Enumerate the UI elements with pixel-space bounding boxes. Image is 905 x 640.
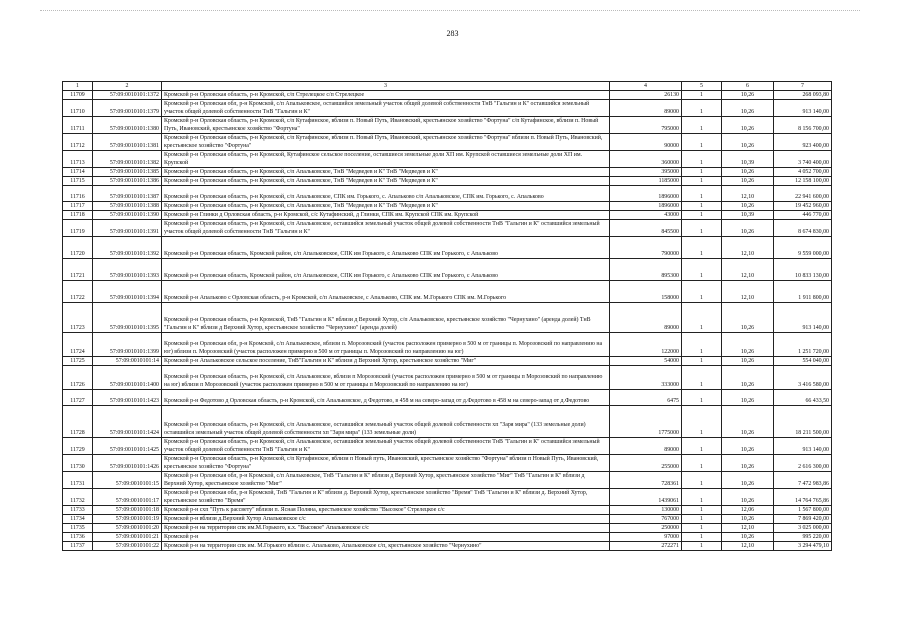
amount-value: 8 156 700,00 <box>774 117 832 134</box>
count-value: 1 <box>682 100 722 117</box>
rate-value: 10,39 <box>722 151 774 168</box>
amount-value: 913 140,00 <box>774 100 832 117</box>
row-number: 11711 <box>63 117 93 134</box>
rate-value: 10,26 <box>722 168 774 177</box>
row-number: 11713 <box>63 151 93 168</box>
table-row <box>63 211 832 220</box>
area-value: 1775000 <box>610 406 682 438</box>
table-row <box>63 366 832 390</box>
table-row <box>63 472 832 489</box>
amount-value: 913 140,00 <box>774 438 832 455</box>
rate-value: 10,26 <box>722 333 774 357</box>
table-row <box>63 237 832 259</box>
count-value: 1 <box>682 524 722 533</box>
row-number: 11733 <box>63 506 93 515</box>
location-description: Кромской р-н Апальково с Орловская область, р-н Кромской, с/п Апальковское, с Апальково, СПК им. М.Горького СПК им. М.Горького <box>162 281 610 303</box>
area-value: 158000 <box>610 281 682 303</box>
area-value: 1439061 <box>610 489 682 506</box>
area-value: 767000 <box>610 515 682 524</box>
table-row <box>63 168 832 177</box>
table-row <box>63 281 832 303</box>
rate-value: 12,10 <box>722 524 774 533</box>
rate-value: 12,06 <box>722 506 774 515</box>
location-description: Кромской р-н Апальковское сельское поселение, ТнВ"Гальгин и К" вблизи д Верхний Хутор, крестьянское хозяйство "Миг" <box>162 357 610 366</box>
cadastral-number: 57:09:0010101:1399 <box>93 333 162 357</box>
rate-value: 12,10 <box>722 186 774 202</box>
rate-value: 10,26 <box>722 489 774 506</box>
row-number: 11720 <box>63 237 93 259</box>
cadastral-number: 57:09:0010101:19 <box>93 515 162 524</box>
rate-value: 10,26 <box>722 100 774 117</box>
amount-value: 7 472 983,86 <box>774 472 832 489</box>
count-value: 1 <box>682 168 722 177</box>
area-value: 97000 <box>610 533 682 542</box>
rate-value: 12,10 <box>722 281 774 303</box>
row-number: 11715 <box>63 177 93 186</box>
amount-value: 19 452 960,00 <box>774 202 832 211</box>
cadastral-number: 57:09:0010101:1379 <box>93 100 162 117</box>
count-value: 1 <box>682 506 722 515</box>
count-value: 1 <box>682 211 722 220</box>
area-value: 89000 <box>610 438 682 455</box>
row-number: 11717 <box>63 202 93 211</box>
table-row <box>63 506 832 515</box>
location-description: Кромской р-н Глинки д Орловская область, р-н Кромской, с/с Кутафинский, д Глинки, СПК им. Крупской СПК им. Крупской <box>162 211 610 220</box>
rate-value: 10,26 <box>722 134 774 151</box>
column-header: 7 <box>774 82 832 91</box>
cadastral-number: 57:09:0010101:18 <box>93 506 162 515</box>
area-value: 89000 <box>610 100 682 117</box>
amount-value: 9 559 000,00 <box>774 237 832 259</box>
area-value: 790000 <box>610 237 682 259</box>
area-value: 272271 <box>610 542 682 551</box>
location-description: Кромской р-н Федотово д Орловская область, р-н Кромской, с/п Апальковское, д Федотово, в 458 м на северо-запад от д.Федотово в 458 м на северо-запад от д.Федотово <box>162 390 610 406</box>
row-number: 11709 <box>63 91 93 100</box>
area-value: 122000 <box>610 333 682 357</box>
location-description: Кромской р-н Орловская область, р-н Кромской, ТнВ "Гальгин и К" вблизи д Верхний Хутор, с/п Апальковское, крестьянское хозяйство "Чернухино" (аренда долей) ТнВ "Гальгин и К" вблизи д Верхний Хутор, крестьянское хозяйство "Чернухино" (аренда долей) <box>162 303 610 333</box>
row-number: 11737 <box>63 542 93 551</box>
count-value: 1 <box>682 259 722 281</box>
column-header: 4 <box>610 82 682 91</box>
rate-value: 10,26 <box>722 91 774 100</box>
table-row <box>63 100 832 117</box>
amount-value: 22 941 600,00 <box>774 186 832 202</box>
table-row <box>63 406 832 438</box>
table-row <box>63 186 832 202</box>
amount-value: 10 833 130,00 <box>774 259 832 281</box>
count-value: 1 <box>682 333 722 357</box>
area-value: 130000 <box>610 506 682 515</box>
area-value: 43000 <box>610 211 682 220</box>
amount-value: 3 416 580,00 <box>774 366 832 390</box>
count-value: 1 <box>682 91 722 100</box>
area-value: 90000 <box>610 134 682 151</box>
area-value: 255000 <box>610 455 682 472</box>
row-number: 11722 <box>63 281 93 303</box>
rate-value: 10,26 <box>722 472 774 489</box>
column-header: 3 <box>162 82 610 91</box>
row-number: 11719 <box>63 220 93 237</box>
rate-value: 12,10 <box>722 259 774 281</box>
location-description: Кромской р-н Орловская область, р-н Кромской, с/п Апальковское, СПК им. Горького, с. Апальково с/п Апальковское, СПК им. Горького, с. Апальково <box>162 186 610 202</box>
count-value: 1 <box>682 134 722 151</box>
rate-value: 12,10 <box>722 542 774 551</box>
amount-value: 12 158 100,00 <box>774 177 832 186</box>
table-row <box>63 333 832 357</box>
column-header: 5 <box>682 82 722 91</box>
area-value: 360000 <box>610 151 682 168</box>
cadastral-number: 57:09:0010101:1381 <box>93 134 162 151</box>
rate-value: 12,10 <box>722 237 774 259</box>
amount-value: 4 052 700,00 <box>774 168 832 177</box>
location-description: Кромской р-н <box>162 533 610 542</box>
cadastral-number: 57:09:0010101:1387 <box>93 186 162 202</box>
table-row <box>63 542 832 551</box>
location-description: Кромской р-н на территории спк им. М.Горького вблизи с. Апальково, Апальковское с/п, крестьянское хозяйство "Чернухино" <box>162 542 610 551</box>
scan-artifact-line <box>40 10 860 12</box>
rate-value: 10,26 <box>722 438 774 455</box>
amount-value: 1 911 800,00 <box>774 281 832 303</box>
count-value: 1 <box>682 533 722 542</box>
location-description: Кромской р-н Орловская область, р-н Кромской, с/п Апальковское, оставшийся земельный участок общей долевой собственности хп "Заря мира" (133 земельные доли) оставшийся земельный участок общей долевой собственности хп "Заря мира" (133 земельные доли) <box>162 406 610 438</box>
amount-value: 3 740 400,00 <box>774 151 832 168</box>
cadastral-number: 57:09:0010101:1388 <box>93 202 162 211</box>
row-number: 11712 <box>63 134 93 151</box>
row-number: 11730 <box>63 455 93 472</box>
count-value: 1 <box>682 303 722 333</box>
page-number: 283 <box>446 29 459 38</box>
row-number: 11736 <box>63 533 93 542</box>
location-description: Кромской р-н Орловская область, Кромской район, с/п Апальковское, СПК им Горького, с Апальково СПК им Горького, с Апальково <box>162 237 610 259</box>
count-value: 1 <box>682 237 722 259</box>
amount-value: 18 211 500,00 <box>774 406 832 438</box>
table-row <box>63 455 832 472</box>
rate-value: 10,26 <box>722 406 774 438</box>
cadastral-number: 57:09:0010101:1392 <box>93 237 162 259</box>
area-value: 333000 <box>610 366 682 390</box>
location-description: Кромской р-н Орловская область, р-н Кромской, с/п Апальковское, ТнВ "Медведев и К" ТнВ "Медведев и К" <box>162 168 610 177</box>
row-number: 11716 <box>63 186 93 202</box>
amount-value: 7 869 420,00 <box>774 515 832 524</box>
rate-value: 10,39 <box>722 211 774 220</box>
row-number: 11725 <box>63 357 93 366</box>
location-description: Кромской р-н Орловская область, р-н Кромской, с/п Апальковское, вблизи п Морозовский (участок расположен примерно в 500 м от границы п Морозовский по направлению на юг) вблизи п Морозовский (участок расположен примерно в 500 м от границы п Морозовский по направлению на юг) <box>162 366 610 390</box>
location-description: Кромской р-н Орловская область, р-н Кромской, с/п Кутафинское, вблизи п. Новый Путь, Ивановский, крестьянское хозяйство "Фортуна" с/п Кутафинское, вблизи п. Новый Путь, Ивановский, крестьянское хозяйство "Фортуна" <box>162 117 610 134</box>
count-value: 1 <box>682 281 722 303</box>
cadastral-number: 57:09:0010101:1386 <box>93 177 162 186</box>
location-description: Кромской р-н Орловская обл, р-н Кромской, с/п Апальковское, оставшийся земельный участок общей долевой собственности ТнВ "Гальгин и К" оставшийся земельный участок общей долевой собственности ТнВ "Гальгин и К" <box>162 100 610 117</box>
cadastral-number: 57:09:0010101:14 <box>93 357 162 366</box>
table-row <box>63 390 832 406</box>
count-value: 1 <box>682 366 722 390</box>
row-number: 11718 <box>63 211 93 220</box>
rate-value: 10,26 <box>722 177 774 186</box>
amount-value: 923 400,00 <box>774 134 832 151</box>
area-value: 728361 <box>610 472 682 489</box>
row-number: 11710 <box>63 100 93 117</box>
rate-value: 10,26 <box>722 357 774 366</box>
cadastral-number: 57:09:0010101:1424 <box>93 406 162 438</box>
cadastral-number: 57:09:0010101:1394 <box>93 281 162 303</box>
location-description: Кромской р-н вблизи д.Верхний Хутор Апальковское с/с <box>162 515 610 524</box>
cadastral-number: 57:09:0010101:1372 <box>93 91 162 100</box>
cadastral-number: 57:09:0010101:1423 <box>93 390 162 406</box>
area-value: 845500 <box>610 220 682 237</box>
location-description: Кромской р-н Орловская область, р-н Кромской, с/п Кутафинское, вблизи п. Новый Путь, Ивановский, крестьянское хозяйство "Фортуна" вблизи п. Новый Путь, Ивановский, крестьянское хозяйство "Фортуна" <box>162 134 610 151</box>
table-row <box>63 177 832 186</box>
land-parcel-table <box>62 81 832 551</box>
cadastral-number: 57:09:0010101:1385 <box>93 168 162 177</box>
row-number: 11724 <box>63 333 93 357</box>
location-description: Кромской р-н Орловская обл, р-н Кромской, ТнВ "Гальгин и К" вблизи д. Верхний Хутор, крестьянское хозяйство "Время" ТнВ "Гальгин и К" вблизи д. Верхний Хутор, крестьянское хозяйство "Время" <box>162 489 610 506</box>
area-value: 895300 <box>610 259 682 281</box>
rate-value: 10,26 <box>722 390 774 406</box>
amount-value: 14 764 765,86 <box>774 489 832 506</box>
location-description: Кромской р-н Орловская область, р-н Кромской, с/п Апальковское, оставшийся земельный участок общей долевой собственности ТнВ "Гальгин и К" оставшийся земельный участок общей долевой собственности ТнВ "Гальгин и К" <box>162 438 610 455</box>
cadastral-number: 57:09:0010101:1380 <box>93 117 162 134</box>
location-description: Кромской р-н Орловская область, Кромской район, с/п Апальковское, СПК им Горького, с Апальково СПК им Горького, с Апальково <box>162 259 610 281</box>
count-value: 1 <box>682 202 722 211</box>
table-body <box>63 91 832 551</box>
table-row <box>63 357 832 366</box>
area-value: 1896000 <box>610 202 682 211</box>
location-description: Кромской р-н Орловская область, р-н Кромской, с/п Апальковское, оставшийся земельный участок общей долевой собственности ТнВ "Гальгин и К" оставшийся земельный участок общей долевой собственности ТнВ "Гальгин и К" <box>162 220 610 237</box>
table-row <box>63 220 832 237</box>
count-value: 1 <box>682 438 722 455</box>
table-row <box>63 134 832 151</box>
rate-value: 10,26 <box>722 533 774 542</box>
amount-value: 1 251 720,00 <box>774 333 832 357</box>
table-row <box>63 303 832 333</box>
table-row <box>63 489 832 506</box>
area-value: 6475 <box>610 390 682 406</box>
table-row <box>63 117 832 134</box>
area-value: 89000 <box>610 303 682 333</box>
table-row <box>63 533 832 542</box>
row-number: 11726 <box>63 366 93 390</box>
row-number: 11729 <box>63 438 93 455</box>
location-description: Кромской р-н Орловская область, р-н Кромской, с/п Апальковское, ТнВ "Медведев и К" ТнВ "Медведев и К" <box>162 202 610 211</box>
amount-value: 66 433,50 <box>774 390 832 406</box>
cadastral-number: 57:09:0010101:1400 <box>93 366 162 390</box>
amount-value: 268 093,80 <box>774 91 832 100</box>
amount-value: 446 770,00 <box>774 211 832 220</box>
amount-value: 3 294 479,10 <box>774 542 832 551</box>
cadastral-number: 57:09:0010101:1390 <box>93 211 162 220</box>
rate-value: 10,26 <box>722 220 774 237</box>
rate-value: 10,26 <box>722 455 774 472</box>
row-number: 11727 <box>63 390 93 406</box>
count-value: 1 <box>682 472 722 489</box>
row-number: 11734 <box>63 515 93 524</box>
cadastral-number: 57:09:0010101:1393 <box>93 259 162 281</box>
rate-value: 10,26 <box>722 117 774 134</box>
location-description: Кромской р-н Орловская область, р-н Кромской, с/п Стрелецкое с/п Стрелецкое <box>162 91 610 100</box>
row-number: 11728 <box>63 406 93 438</box>
count-value: 1 <box>682 489 722 506</box>
column-header: 2 <box>93 82 162 91</box>
row-number: 11714 <box>63 168 93 177</box>
rate-value: 10,26 <box>722 202 774 211</box>
amount-value: 1 567 800,00 <box>774 506 832 515</box>
cadastral-number: 57:09:0010101:17 <box>93 489 162 506</box>
area-value: 26130 <box>610 91 682 100</box>
cadastral-number: 57:09:0010101:21 <box>93 533 162 542</box>
cadastral-number: 57:09:0010101:20 <box>93 524 162 533</box>
amount-value: 913 140,00 <box>774 303 832 333</box>
rate-value: 10,26 <box>722 303 774 333</box>
amount-value: 3 025 000,00 <box>774 524 832 533</box>
amount-value: 995 220,00 <box>774 533 832 542</box>
amount-value: 8 674 830,00 <box>774 220 832 237</box>
row-number: 11723 <box>63 303 93 333</box>
row-number: 11721 <box>63 259 93 281</box>
row-number: 11735 <box>63 524 93 533</box>
rate-value: 10,26 <box>722 515 774 524</box>
count-value: 1 <box>682 220 722 237</box>
row-number: 11732 <box>63 489 93 506</box>
column-header: 6 <box>722 82 774 91</box>
count-value: 1 <box>682 515 722 524</box>
area-value: 795000 <box>610 117 682 134</box>
area-value: 54000 <box>610 357 682 366</box>
area-value: 250000 <box>610 524 682 533</box>
table-row <box>63 91 832 100</box>
area-value: 395000 <box>610 168 682 177</box>
location-description: Кромской р-н на территории спк им.М.Горького, к.х. "Высокое" Апальковское с/с <box>162 524 610 533</box>
column-header: 1 <box>63 82 93 91</box>
location-description: Кромской р-н Орловская область, р-н Кромской, с/п Апальковское, ТнВ "Медведев и К" ТнВ "Медведев и К" <box>162 177 610 186</box>
count-value: 1 <box>682 186 722 202</box>
count-value: 1 <box>682 151 722 168</box>
location-description: Кромской р-н схп "Путь к рассвету" вблизи п. Ясная Поляна, крестьянское хозяйство "Высокое" Стрелецкое с/с <box>162 506 610 515</box>
location-description: Кромской р-н Орловская область, р-н Кромской, Кутафинское сельское поселение, оставшиеся земельные доли ХП им. Крупской оставшиеся земельные доли ХП им. Крупской <box>162 151 610 168</box>
table-header-row <box>63 82 832 91</box>
location-description: Кромской р-н Орловская обл, р-н Кромской, с/п Апальковское, вблизи п. Морозовский (участок расположен примерно в 500 м от границы п. Морозовский по направлению на юг) вблизи п. Морозовский (участок расположен примерно в 500 м от границы п. Морозовский по направлению на юг) <box>162 333 610 357</box>
count-value: 1 <box>682 542 722 551</box>
location-description: Кромской р-н Орловская область, р-н Кромской, с/п Кутафинское, вблизи п Новый путь, Ивановский, крестьянское хозяйство "Фортуна" вблизи п Новый Путь, Ивановский, крестьянское хозяйство "Фортуна" <box>162 455 610 472</box>
location-description: Кромской р-н Орловская обл, р-н Кромской, с/п Апальковское, ТнВ "Гальгин и К" вблизи д Верхний Хутор, крестьянское хозяйство "Миг" ТнВ "Гальгин и К" вблизи д Верхний Хутор, крестьянское хозяйство "Миг" <box>162 472 610 489</box>
table-row <box>63 151 832 168</box>
count-value: 1 <box>682 177 722 186</box>
count-value: 1 <box>682 390 722 406</box>
table-row <box>63 515 832 524</box>
cadastral-number: 57:09:0010101:22 <box>93 542 162 551</box>
count-value: 1 <box>682 117 722 134</box>
table-row <box>63 438 832 455</box>
cadastral-number: 57:09:0010101:15 <box>93 472 162 489</box>
table-row <box>63 524 832 533</box>
amount-value: 2 616 300,00 <box>774 455 832 472</box>
row-number: 11731 <box>63 472 93 489</box>
cadastral-number: 57:09:0010101:1395 <box>93 303 162 333</box>
count-value: 1 <box>682 455 722 472</box>
area-value: 1896000 <box>610 186 682 202</box>
count-value: 1 <box>682 406 722 438</box>
cadastral-number: 57:09:0010101:1425 <box>93 438 162 455</box>
rate-value: 10,26 <box>722 366 774 390</box>
table-row <box>63 259 832 281</box>
table-row <box>63 202 832 211</box>
area-value: 1185000 <box>610 177 682 186</box>
cadastral-number: 57:09:0010101:1382 <box>93 151 162 168</box>
count-value: 1 <box>682 357 722 366</box>
cadastral-number: 57:09:0010101:1426 <box>93 455 162 472</box>
amount-value: 554 040,00 <box>774 357 832 366</box>
cadastral-number: 57:09:0010101:1391 <box>93 220 162 237</box>
